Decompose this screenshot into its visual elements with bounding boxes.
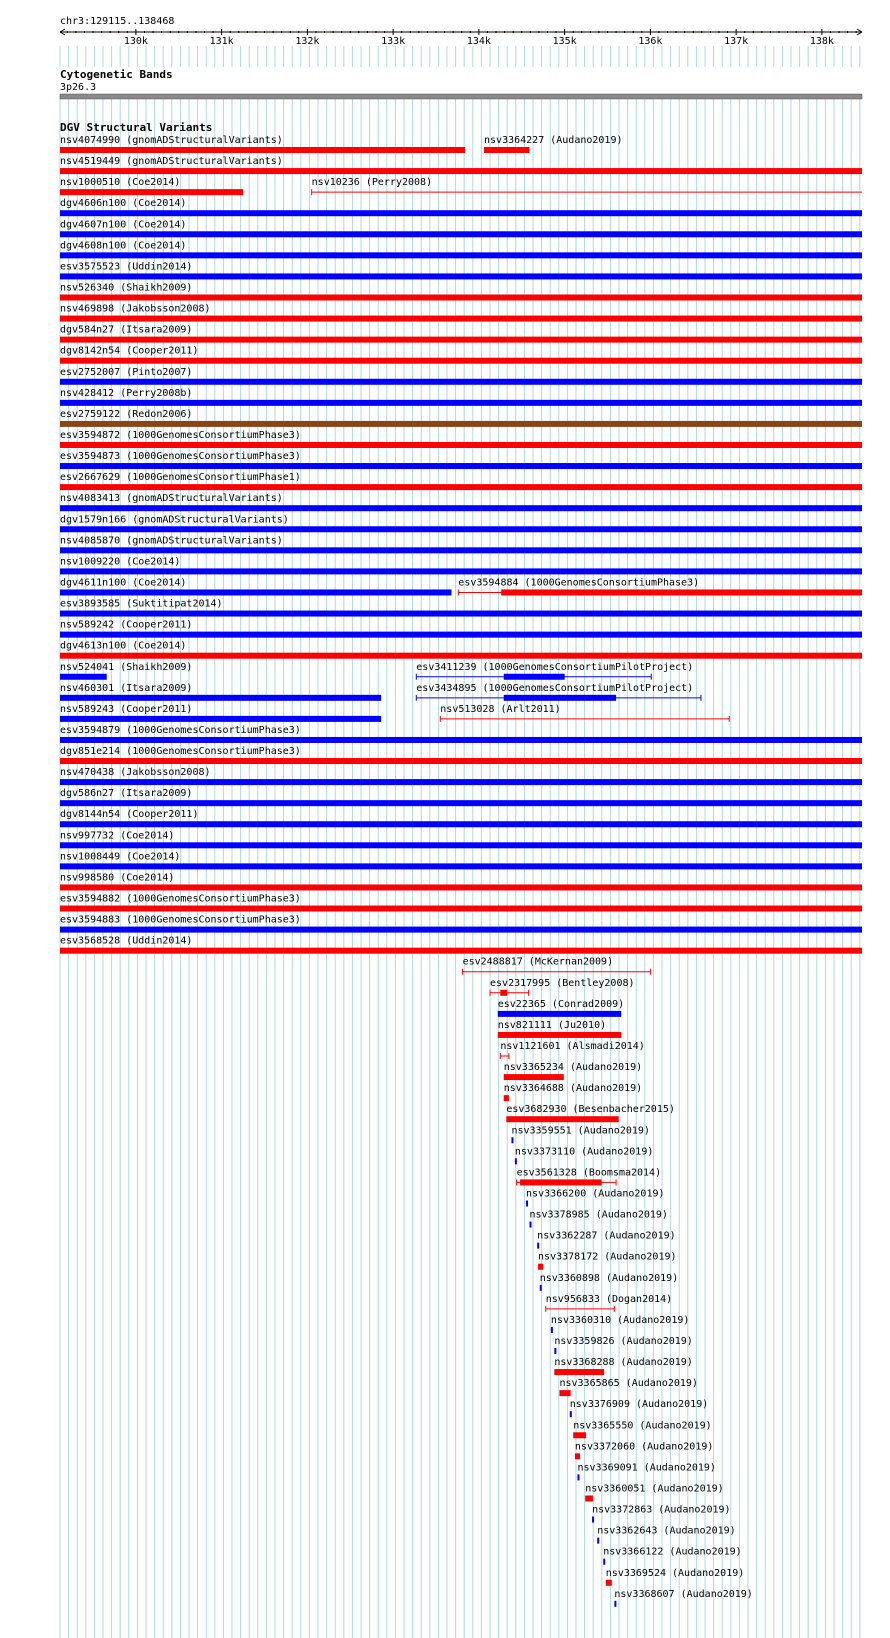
variant-feature[interactable] xyxy=(60,788,862,806)
variant-feature[interactable] xyxy=(60,851,862,869)
variant-label: esv3594884 (1000GenomesConsortiumPhase3) xyxy=(458,577,700,589)
variant-feature[interactable] xyxy=(60,936,862,954)
variant-bar[interactable] xyxy=(606,1580,612,1586)
variant-label: esv2667629 (1000GenomesConsortiumPhase1) xyxy=(60,472,301,484)
variant-bar[interactable] xyxy=(60,632,862,638)
variant-bar[interactable] xyxy=(60,948,862,954)
variant-feature[interactable] xyxy=(511,1125,649,1143)
variant-label: dgv4613n100 (Coe2014) xyxy=(60,640,187,652)
ruler-tick-label: 135k xyxy=(552,36,577,47)
variant-feature[interactable] xyxy=(60,662,192,680)
variant-feature[interactable] xyxy=(498,1020,621,1038)
variant-label: dgv584n27 (Itsara2009) xyxy=(60,324,193,336)
variant-bar[interactable] xyxy=(506,1116,618,1122)
variant-bar[interactable] xyxy=(60,800,862,806)
cytogenetic-band[interactable] xyxy=(60,94,862,99)
variant-bar[interactable] xyxy=(538,1264,543,1270)
variant-bar[interactable] xyxy=(60,168,862,174)
variant-feature[interactable] xyxy=(614,1589,752,1607)
variant-label: nsv428412 (Perry2008b) xyxy=(60,387,193,399)
variant-label: nsv3362643 (Audano2019) xyxy=(597,1525,736,1537)
variant-label: esv3568528 (Uddin2014) xyxy=(60,935,193,947)
variant-bar[interactable] xyxy=(60,273,862,279)
variant-label: dgv4606n100 (Coe2014) xyxy=(60,198,187,210)
variant-label: nsv10236 (Perry2008) xyxy=(311,177,433,189)
variant-feature[interactable] xyxy=(463,957,651,975)
variant-feature[interactable] xyxy=(540,1273,678,1291)
variant-feature[interactable] xyxy=(573,1420,711,1438)
variant-thick-part[interactable] xyxy=(500,990,507,996)
variant-label: nsv4085870 (gnomADStructuralVariants) xyxy=(60,535,283,547)
variant-label: nsv3369524 (Audano2019) xyxy=(605,1567,745,1579)
variant-bar[interactable] xyxy=(554,1369,604,1375)
variant-label: nsv3362287 (Audano2019) xyxy=(537,1230,676,1242)
variant-label: dgv4607n100 (Coe2014) xyxy=(60,219,187,231)
variant-label: nsv3364227 (Audano2019) xyxy=(484,135,623,146)
variant-feature[interactable] xyxy=(554,1357,692,1375)
variant-feature[interactable] xyxy=(60,641,862,659)
variant-bar[interactable] xyxy=(60,611,862,617)
variant-feature[interactable] xyxy=(60,514,862,532)
variant-bar[interactable] xyxy=(60,379,862,385)
ruler-tick-label: 138k xyxy=(809,36,834,47)
variant-thick-part[interactable] xyxy=(501,589,862,595)
variant-label: nsv3360310 (Audano2019) xyxy=(550,1314,690,1326)
variant-label: dgv4611n100 (Coe2014) xyxy=(60,577,187,589)
variant-label: nsv3359826 (Audano2019) xyxy=(554,1335,693,1347)
variant-bar[interactable] xyxy=(60,526,862,532)
variant-bar[interactable] xyxy=(515,1158,517,1164)
variant-label: nsv1009220 (Coe2014) xyxy=(60,556,181,568)
variant-bar[interactable] xyxy=(504,1095,509,1101)
variant-feature[interactable] xyxy=(60,451,862,469)
variant-label: nsv4083413 (gnomADStructuralVariants) xyxy=(60,493,283,505)
variant-label: dgv586n27 (Itsara2009) xyxy=(60,788,193,800)
variant-feature[interactable] xyxy=(60,198,862,216)
variant-label: nsv3360898 (Audano2019) xyxy=(539,1272,679,1284)
variant-label: dgv8142n54 (Cooper2011) xyxy=(60,345,199,357)
variant-label: nsv3376909 (Audano2019) xyxy=(569,1399,709,1411)
variant-bar[interactable] xyxy=(498,1032,621,1038)
variant-label: nsv4074990 (gnomADStructuralVariants) xyxy=(60,135,283,146)
variant-feature[interactable] xyxy=(60,282,862,300)
variant-bar[interactable] xyxy=(577,1474,579,1480)
variant-feature[interactable] xyxy=(60,409,862,427)
variant-label: esv2752007 (Pinto2007) xyxy=(60,366,193,378)
variant-feature[interactable] xyxy=(559,1378,697,1396)
variant-label: nsv3360051 (Audano2019) xyxy=(585,1483,724,1495)
variant-label: nsv589243 (Cooper2011) xyxy=(60,703,193,715)
variant-label: dgv851e214 (1000GenomesConsortiumPhase3) xyxy=(60,746,301,758)
variant-feature[interactable] xyxy=(60,472,862,490)
variant-label: nsv3366122 (Audano2019) xyxy=(603,1546,742,1558)
variant-bar[interactable] xyxy=(592,1517,594,1523)
variant-bar[interactable] xyxy=(60,147,465,153)
variant-bar[interactable] xyxy=(60,758,862,764)
variant-bar[interactable] xyxy=(60,821,862,827)
variant-bar[interactable] xyxy=(511,1137,513,1143)
variant-label: nsv513028 (Arlt2011) xyxy=(440,703,561,715)
variant-bar[interactable] xyxy=(540,1285,542,1291)
variant-bar[interactable] xyxy=(60,252,862,258)
variant-bar[interactable] xyxy=(60,674,107,680)
variant-feature[interactable] xyxy=(60,177,243,195)
variant-bar[interactable] xyxy=(60,442,862,448)
variant-label: nsv3369091 (Audano2019) xyxy=(577,1462,716,1474)
variant-feature[interactable] xyxy=(60,577,451,595)
ruler-tick-label: 134k xyxy=(466,36,491,47)
dgv-track-title: DGV Structural Variants xyxy=(60,121,213,134)
ruler-tick-label: 132k xyxy=(295,36,320,47)
variant-label: esv3594872 (1000GenomesConsortiumPhase3) xyxy=(60,429,301,441)
variant-bar[interactable] xyxy=(484,147,529,153)
cytogenetic-track-title: Cytogenetic Bands xyxy=(60,68,173,81)
variant-bar[interactable] xyxy=(60,316,862,322)
variant-bar[interactable] xyxy=(60,716,381,722)
variant-feature[interactable] xyxy=(551,1315,689,1333)
variant-bar[interactable] xyxy=(60,779,862,785)
variant-feature[interactable] xyxy=(585,1483,723,1501)
variant-bar[interactable] xyxy=(60,421,862,427)
variant-feature[interactable] xyxy=(575,1441,713,1459)
variant-feature[interactable] xyxy=(60,304,862,322)
variant-bar[interactable] xyxy=(60,210,862,216)
variant-bar[interactable] xyxy=(614,1601,616,1607)
variant-feature[interactable] xyxy=(60,599,862,617)
variant-feature[interactable] xyxy=(60,156,862,174)
variant-label: nsv3364688 (Audano2019) xyxy=(503,1083,643,1095)
variant-label: esv3594882 (1000GenomesConsortiumPhase3) xyxy=(60,893,301,905)
variant-bar[interactable] xyxy=(504,1074,564,1080)
ruler-tick-label: 133k xyxy=(381,36,406,47)
variant-label: esv3594873 (1000GenomesConsortiumPhase3) xyxy=(60,451,301,463)
variant-label: nsv3378172 (Audano2019) xyxy=(538,1251,677,1263)
variant-label: nsv3378985 (Audano2019) xyxy=(529,1209,668,1221)
variant-feature[interactable] xyxy=(60,725,862,743)
cytogenetic-band-label: 3p26.3 xyxy=(60,82,97,93)
ruler-tick-label: 137k xyxy=(724,36,749,47)
variant-label: dgv1579n166 (gnomADStructuralVariants) xyxy=(60,514,289,526)
ruler-tick-label: 136k xyxy=(638,36,663,47)
variant-bar[interactable] xyxy=(60,505,862,511)
variant-bar[interactable] xyxy=(60,695,381,701)
variant-bar[interactable] xyxy=(526,1201,528,1207)
variant-feature[interactable] xyxy=(458,577,862,595)
variant-label: esv2317995 (Bentley2008) xyxy=(490,977,635,989)
variant-feature[interactable] xyxy=(60,325,862,343)
variant-label: nsv3373110 (Audano2019) xyxy=(514,1146,654,1158)
variant-label: nsv470438 (Jakobsson2008) xyxy=(60,767,211,779)
variant-bar[interactable] xyxy=(60,863,862,869)
variant-feature[interactable] xyxy=(603,1547,741,1565)
variant-label: dgv8144n54 (Cooper2011) xyxy=(60,809,199,821)
variant-bar[interactable] xyxy=(554,1348,556,1354)
variant-feature[interactable] xyxy=(592,1505,730,1523)
variant-feature[interactable] xyxy=(416,683,701,701)
variant-feature[interactable] xyxy=(60,746,862,764)
variant-label: esv3682930 (Besenbacher2015) xyxy=(506,1104,675,1116)
variant-label: nsv3372863 (Audano2019) xyxy=(592,1504,731,1516)
variant-feature[interactable] xyxy=(416,662,693,680)
variant-bar[interactable] xyxy=(603,1559,605,1565)
variant-label: esv3411239 (1000GenomesConsortiumPilotProject) xyxy=(416,661,694,673)
variant-feature[interactable] xyxy=(60,493,862,511)
variant-bar[interactable] xyxy=(60,737,862,743)
variant-bar[interactable] xyxy=(60,463,862,469)
variant-bar[interactable] xyxy=(551,1327,553,1333)
variant-bar[interactable] xyxy=(60,337,862,343)
variant-label: nsv3368607 (Audano2019) xyxy=(614,1588,753,1600)
variant-bar[interactable] xyxy=(60,484,862,490)
variant-label: esv2759122 (Redon2006) xyxy=(60,408,193,420)
variant-bar[interactable] xyxy=(597,1538,599,1544)
variant-feature[interactable] xyxy=(60,261,862,279)
variant-feature[interactable] xyxy=(60,767,862,785)
variant-bar[interactable] xyxy=(60,547,862,553)
variant-label: nsv3366200 (Audano2019) xyxy=(526,1188,665,1200)
variant-label: esv3561328 (Boomsma2014) xyxy=(516,1167,662,1179)
variant-feature[interactable] xyxy=(597,1526,735,1544)
variant-bar[interactable] xyxy=(60,358,862,364)
variant-label: esv2488817 (McKernan2009) xyxy=(462,956,614,968)
cytogenetic-track[interactable] xyxy=(0,67,890,99)
variant-label: esv3893585 (Suktitipat2014) xyxy=(60,598,223,610)
variant-feature[interactable] xyxy=(60,915,862,933)
variant-bar[interactable] xyxy=(575,1453,580,1459)
variant-feature[interactable] xyxy=(312,177,862,195)
variant-label: nsv821111 (Ju2010) xyxy=(497,1019,607,1031)
variant-label: nsv3372060 (Audano2019) xyxy=(574,1441,714,1453)
variant-label: nsv3365865 (Audano2019) xyxy=(559,1378,698,1390)
variant-bar[interactable] xyxy=(60,842,862,848)
variant-bar[interactable] xyxy=(573,1432,586,1438)
variant-feature[interactable] xyxy=(60,535,862,553)
variant-bar[interactable] xyxy=(559,1390,570,1396)
variant-label: nsv956833 (Dogan2014) xyxy=(545,1293,673,1305)
variant-bar[interactable] xyxy=(60,653,862,659)
ruler-track[interactable] xyxy=(0,0,890,47)
variant-feature[interactable] xyxy=(60,367,862,385)
variant-feature[interactable] xyxy=(60,219,862,237)
ruler-tick-label: 130k xyxy=(123,36,148,47)
variant-feature[interactable] xyxy=(60,894,862,912)
variant-bar[interactable] xyxy=(585,1495,593,1501)
variant-label: nsv998580 (Coe2014) xyxy=(60,872,175,884)
variant-label: nsv1000510 (Coe2014) xyxy=(60,177,181,189)
variant-feature[interactable] xyxy=(60,240,862,258)
variant-label: esv3434895 (1000GenomesConsortiumPilotProject) xyxy=(416,682,694,694)
variant-bar[interactable] xyxy=(570,1411,572,1417)
variant-feature[interactable] xyxy=(498,999,624,1017)
variant-label: esv22365 (Conrad2009) xyxy=(497,998,625,1010)
variant-bar[interactable] xyxy=(60,906,862,912)
ruler-tick-label: 131k xyxy=(209,36,234,47)
variant-bar[interactable] xyxy=(498,1011,621,1017)
variant-feature[interactable] xyxy=(506,1104,675,1122)
variant-label: nsv460301 (Itsara2009) xyxy=(60,682,193,694)
variant-label: nsv3368288 (Audano2019) xyxy=(554,1357,693,1369)
variant-bar[interactable] xyxy=(60,294,862,300)
variant-label: nsv4519449 (gnomADStructuralVariants) xyxy=(60,156,283,168)
variant-feature[interactable] xyxy=(526,1189,664,1207)
variant-label: nsv469898 (Jakobsson2008) xyxy=(60,303,211,315)
variant-feature[interactable] xyxy=(606,1568,744,1586)
variant-feature[interactable] xyxy=(490,978,634,996)
variant-feature[interactable] xyxy=(60,556,862,574)
variant-label: dgv4608n100 (Coe2014) xyxy=(60,240,187,252)
variant-label: nsv524041 (Shaikh2009) xyxy=(60,661,193,673)
variant-feature[interactable] xyxy=(60,683,381,701)
variant-bar[interactable] xyxy=(60,231,862,237)
variant-label: nsv1121601 (Alsmadi2014) xyxy=(500,1041,645,1053)
variant-label: nsv526340 (Shaikh2009) xyxy=(60,282,193,294)
variant-label: esv3575523 (Uddin2014) xyxy=(60,261,193,273)
variant-label: nsv3365234 (Audano2019) xyxy=(503,1062,643,1074)
variant-label: esv3594883 (1000GenomesConsortiumPhase3) xyxy=(60,914,301,926)
variant-label: nsv997732 (Coe2014) xyxy=(60,830,175,842)
variant-feature[interactable] xyxy=(554,1336,692,1354)
variant-label: nsv589242 (Cooper2011) xyxy=(60,619,193,631)
variant-feature[interactable] xyxy=(60,704,381,722)
variant-label: esv3594879 (1000GenomesConsortiumPhase3) xyxy=(60,724,301,736)
variant-feature[interactable] xyxy=(60,430,862,448)
variant-feature[interactable] xyxy=(500,1041,645,1059)
variant-feature[interactable] xyxy=(60,388,862,406)
variant-feature[interactable] xyxy=(60,620,862,638)
variant-bar[interactable] xyxy=(60,568,862,574)
variant-thick-part[interactable] xyxy=(520,1179,601,1185)
variant-bar[interactable] xyxy=(537,1243,539,1249)
variant-feature[interactable] xyxy=(517,1167,662,1185)
variant-thick-part[interactable] xyxy=(504,695,616,701)
variant-label: nsv1008449 (Coe2014) xyxy=(60,851,181,863)
variant-bar[interactable] xyxy=(60,400,862,406)
variant-bar[interactable] xyxy=(60,589,451,595)
variant-label: nsv3359551 (Audano2019) xyxy=(511,1125,650,1137)
variant-bar[interactable] xyxy=(60,927,862,933)
variant-feature[interactable] xyxy=(537,1231,675,1249)
variant-bar[interactable] xyxy=(60,189,243,195)
variant-label: nsv3365550 (Audano2019) xyxy=(573,1420,712,1432)
variant-feature[interactable] xyxy=(577,1462,715,1480)
variant-feature[interactable] xyxy=(504,1062,642,1080)
variant-feature[interactable] xyxy=(60,346,862,364)
variant-thick-part[interactable] xyxy=(504,674,565,680)
variant-bar[interactable] xyxy=(529,1222,531,1228)
variant-feature[interactable] xyxy=(60,809,862,827)
ruler-locus-label: chr3:129115..138468 xyxy=(60,16,175,27)
variant-bar[interactable] xyxy=(60,884,862,890)
